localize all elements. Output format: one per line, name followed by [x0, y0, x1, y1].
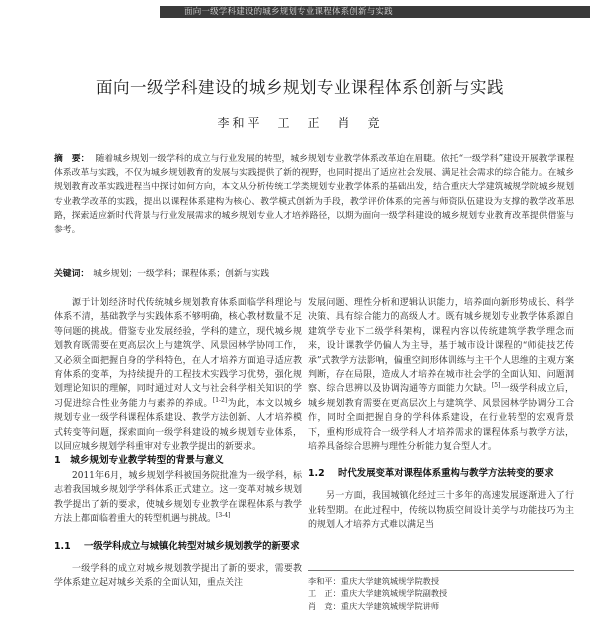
left-column: [54, 296, 302, 590]
right-paragraph-1-text: 发展问题、理性分析和逻辑认识能力，培养面向新形势成长、科学决策、具有综合能力的高级人才。既有城乡规划专业教学体系源自建筑学专业下二级学科架构，课程内容以传统建筑学教学理念而来，设计课教学仍偏人为主导，基于城市设计课程的“师徒技艺传承”式教学方法影响，偏重空间形体训练与主干个人思维的主观方案判断，存在局限，造成人才培养在城市社会学的全面认知、问题洞察、综合思辨以及协调沟通等方面能力欠缺。: [308, 298, 574, 395]
intro-text: 源于计划经济时代传统城乡规划教育体系面临学科理论与体系不清，基础教学与实践体系不够明确，核心教材数量不足等问题的挑战。借鉴专业发展经验，学科的建立，现代城乡规划教育既需要在更高层次上与建筑学、风景园林学协同工作，又必须全面把握自身的学科特色，在人才培养方面追寻适应教育体系的变革，为持续提升的工程技术实践学习优势，强化规划理论知识的理解，同时通过对人文与社会科学相关知识的学习促进综合性业务能力与素养的养成。: [54, 298, 302, 409]
section-heading-1: 1 城乡规划专业教学转型的背景与意义: [54, 455, 224, 467]
section1-2-paragraph: 另一方面，我国城镇化经过三十多年的高速发展逐渐进入了行业转型期。在此过程中，传统以物质空间设计美学与功能技巧为主的规划人才培养方式难以满足当: [308, 491, 574, 531]
footnote-line-1: 李和平：重庆大学建筑城规学院教授: [308, 576, 440, 586]
section-1-1-number: 1.1: [54, 540, 71, 552]
section-heading-1-1: [54, 539, 302, 554]
section1-text: 2011年6月，城乡规划学科被国务院批准为一级学科，标志着我国城乡规划学学科体系正式建立。这一变革对城乡规划教学提出了新的要求，使城乡规划专业教学在课程体系与教学方法上都面临着重大的转型机遇与挑战。: [54, 470, 302, 525]
right-column: [308, 296, 574, 533]
intro-tail: 为此，本文以城乡规划专业一级学科课程体系建设、教学方法创新、人才培养模式转变等问题，探索面向一级学科建设的城乡规划专业体系，以回应城乡规划学科重审对专业教学提出的新要求。: [54, 398, 302, 453]
footnote-line-3: 肖 竞：重庆大学建筑城规学院讲师: [308, 600, 440, 611]
section1-paragraph: [54, 469, 302, 527]
section-heading-1-2: [308, 466, 574, 481]
abstract: [54, 152, 574, 237]
running-header: [0, 0, 600, 20]
running-header-text: 面向一级学科建设的城乡规划专业课程体系创新与实践: [184, 7, 393, 17]
right-paragraph-1: [308, 296, 574, 454]
right-paragraph-1-tail: 一级学科成立后，城乡规划教育需要在更高层次上与建筑学、风景园林学协调分工合作，同时全面把握自身的学科体系建设，在行业转型的宏观背景下，重构形成符合一级学科人才培养需求的课程体系与教学方法，培养具备综合思辨与理性分析能力复合型人才。: [308, 384, 574, 453]
section-1-1-title: 一级学科成立与城镇化转型对城乡规划教学的新要求: [84, 540, 300, 552]
section-1-2-number: 1.2: [308, 468, 325, 480]
author-footnote: [308, 570, 574, 612]
right-paragraph-1-citation: [5]: [491, 382, 501, 390]
abstract-label: 摘 要：: [54, 154, 90, 164]
keywords: [54, 266, 574, 279]
keywords-label: 关键词：: [54, 269, 90, 279]
keywords-text: 城乡规划；一级学科；课程体系；创新与实践: [93, 269, 270, 279]
intro-paragraph: [54, 296, 302, 454]
abstract-text: 随着城乡规划一级学科的成立与行业发展的转型，城乡规划专业教学体系改革迫在眉睫。依托“一级学科”建设开展教学课程体系改革与实践，不仅为城乡规划教育的发展与实践提供了新的视野，也同时提出了适应社会发展、满足社会需求的综合能力。在城乡规划教育改革实践进程当中探讨如何方向，本文从分析传统工学类规划专业教学体系的基础出发，结合重庆大学建筑城规学院城乡规划专业教学改革的实践，提出以课程体系建构为核心、教学模式创新为手段，教学评价体系的完善与师资队伍建设为支撑的教学改革思路，探索适应新时代背景与行业发展需求的城乡规划专业人才培养路径，以期为面向一级学科建设的城乡规划专业教育改革提供借鉴与参考。: [54, 154, 574, 236]
footnote-line-2: 工 正：重庆大学建筑城规学院副教授: [308, 588, 448, 599]
section1-1-paragraph: 一级学科的成立对城乡规划教学提出了新的要求，需要教学体系建立起对城乡关系的全面认知，重点关注: [54, 563, 302, 588]
paper-authors: 李和平 工 正 肖 竞: [217, 116, 383, 130]
section-1-2-title: 时代发展变革对课程体系重构与教学方法转变的要求: [338, 468, 554, 480]
intro-citation: [1-2]: [212, 396, 228, 404]
paper-title: 面向一级学科建设的城乡规划专业课程体系创新与实践: [96, 78, 504, 97]
section1-citation: [3-4]: [216, 512, 231, 520]
